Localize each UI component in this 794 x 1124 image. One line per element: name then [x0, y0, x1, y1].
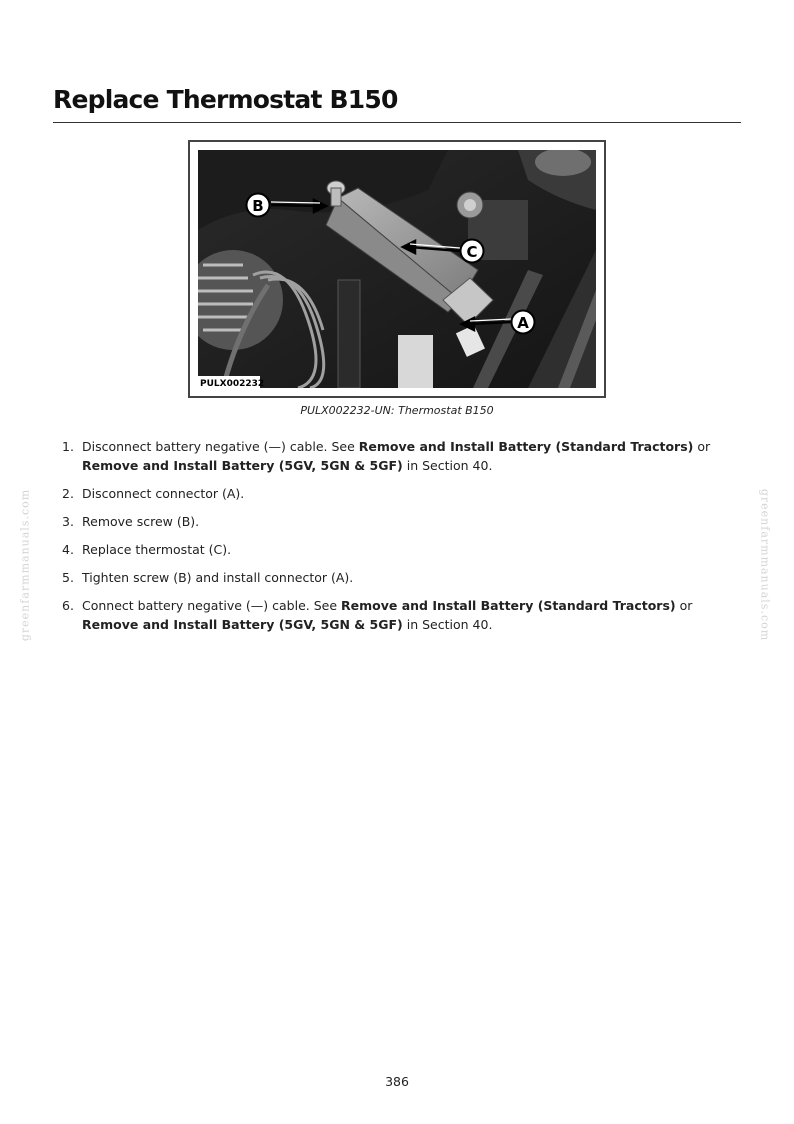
- step-text: in Section 40.: [402, 617, 493, 632]
- callout-b: [247, 194, 270, 217]
- link-remove-install-battery-5gv[interactable]: Remove and Install Battery (5GV, 5GN & 5GF): [82, 617, 403, 632]
- watermark-right: greenfarmmanuals.com: [758, 488, 772, 642]
- page-number: 386: [385, 1074, 409, 1089]
- step-number: 6.: [62, 598, 74, 613]
- title-underline: [53, 122, 741, 123]
- link-remove-install-battery-5gv[interactable]: Remove and Install Battery (5GV, 5GN & 5GF): [82, 458, 403, 473]
- callout-a: [512, 311, 535, 334]
- step-number: 5.: [62, 570, 74, 585]
- link-remove-install-battery-standard[interactable]: Remove and Install Battery (Standard Tractors): [358, 439, 694, 454]
- step-4: [62, 540, 742, 559]
- step-6: [62, 596, 742, 634]
- step-number: 3.: [62, 514, 74, 529]
- watermark-left: greenfarmmanuals.com: [18, 488, 32, 642]
- svg-text:A: A: [517, 314, 529, 332]
- step-text: Tighten screw (B) and install connector (A).: [82, 570, 354, 585]
- step-number: 1.: [62, 439, 74, 454]
- step-number: 4.: [62, 542, 74, 557]
- step-text: Disconnect battery negative (—) cable. See: [82, 439, 359, 454]
- page-title: Replace Thermostat B150: [53, 85, 398, 114]
- svg-text:B: B: [252, 197, 264, 215]
- step-text: or: [693, 439, 711, 454]
- svg-text:C: C: [466, 243, 478, 261]
- step-text: or: [675, 598, 693, 613]
- step-1: [62, 437, 742, 475]
- step-number: 2.: [62, 486, 74, 501]
- step-3: [62, 512, 742, 531]
- callout-c: [461, 240, 484, 263]
- figure-frame: [188, 140, 606, 398]
- figure-label: PULX002232: [200, 379, 265, 388]
- step-text: Connect battery negative (—) cable. See: [82, 598, 341, 613]
- step-text: Disconnect connector (A).: [82, 486, 245, 501]
- step-2: [62, 484, 742, 503]
- step-text: Replace thermostat (C).: [82, 542, 232, 557]
- step-text: Remove screw (B).: [82, 514, 200, 529]
- link-remove-install-battery-standard[interactable]: Remove and Install Battery (Standard Tractors): [341, 598, 676, 613]
- procedure-steps: [62, 437, 742, 643]
- thermostat-photo: [198, 150, 596, 388]
- step-5: [62, 568, 742, 587]
- step-text: in Section 40.: [402, 458, 493, 473]
- figure-caption: PULX002232-UN: Thermostat B150: [300, 404, 494, 417]
